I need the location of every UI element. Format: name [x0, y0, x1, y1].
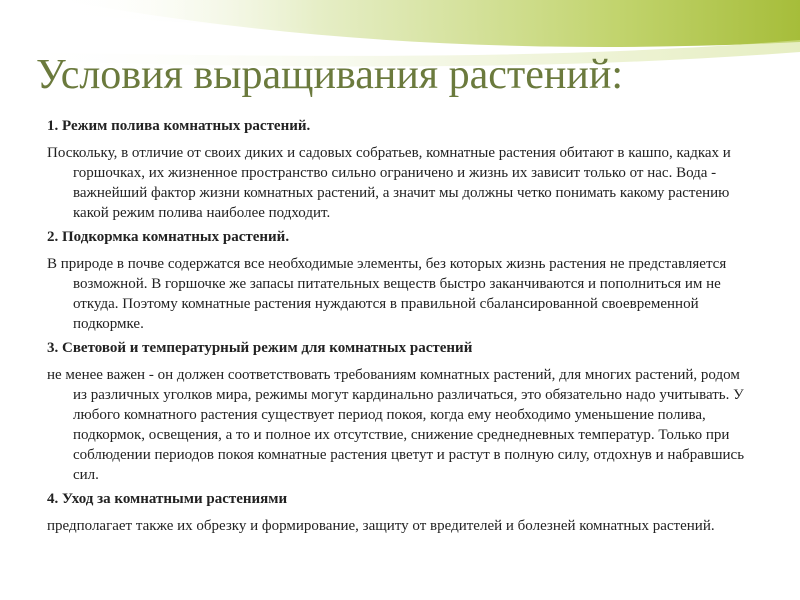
content-body: [47, 116, 757, 540]
section-heading-light-temperature: 3. Световой и температурный режим для комнатных растений: [47, 340, 473, 356]
section-heading-feeding: 2. Подкормка комнатных растений.: [47, 229, 290, 245]
swoosh-band-main: [60, 0, 800, 47]
slide-title: Условия выращивания растений:: [36, 52, 623, 98]
section-heading-watering: 1. Режим полива комнатных растений.: [47, 118, 311, 134]
section-heading-care: 4. Уход за комнатными растениями: [47, 491, 288, 507]
section-text-feeding: В природе в почве содержатся все необходимые элементы, без которых жизнь растения не представляется возможной. В горшочке же запасы питательных веществ быстро заканчиваются и пополниться им не откуда. Поэтому комнатные растения нуждаются в правильной сбалансированной своевременной подкормке.: [47, 256, 727, 332]
section-text-care: предполагает также их обрезку и формирование, защиту от вредителей и болезней комнатных растений.: [47, 518, 715, 534]
section-text-watering: Поскольку, в отличие от своих диких и садовых собратьев, комнатные растения обитают в кашпо, кадках и горшочках, их жизненное пространство сильно ограничено и жизнь их зависит только от нас. Вода - важнейший фактор жизни комнатных растений, а значит мы должны четко понимать какому растению какой режим полива наиболее подходит.: [47, 145, 731, 221]
section-text-light-temperature: не менее важен - он должен соответствовать требованиям комнатных растений, для многих растений, родом из различных уголков мира, режимы могут кардинально различаться, это обязательно надо учитывать. У любого комнатного растения существует период покоя, когда ему необходимо уменьшение полива, подкормок, освещения, а то и полное их отсутствие, снижение среднедневных температур. Только при соблюдении периодов покоя комнатные растения цветут и растут в полную силу, отдохнув и набравшись сил.: [47, 367, 745, 483]
